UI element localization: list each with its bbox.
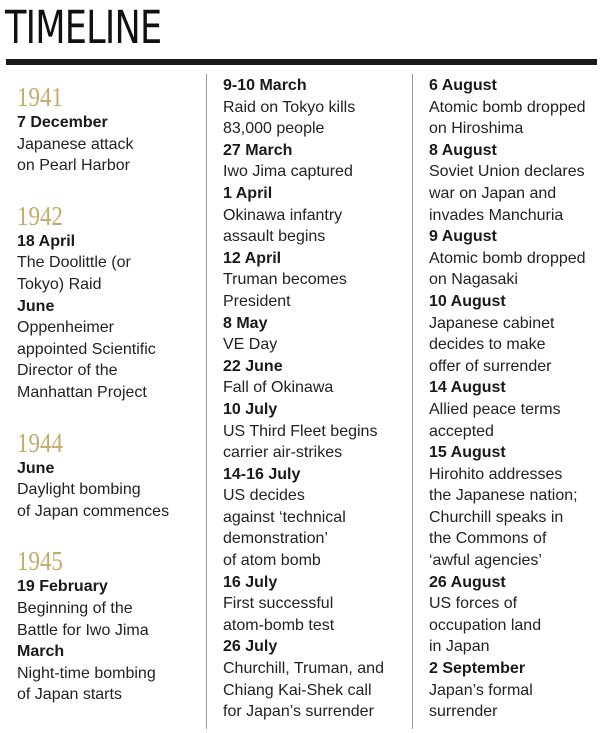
- timeline-entry: [223, 572, 410, 637]
- entry-description: Beginning of the Battle for Iwo Jima: [17, 599, 149, 639]
- timeline-entry: [429, 442, 602, 572]
- timeline-entry: [223, 75, 410, 140]
- entry-description: Truman becomes President: [223, 271, 347, 310]
- entry-description: Night-time bombing of Japan starts: [17, 664, 156, 704]
- entry-date: 22 June: [223, 357, 283, 375]
- entry-description: Atomic bomb dropped on Hiroshima: [429, 98, 586, 138]
- timeline-entry: [17, 641, 199, 706]
- entry-description: Churchill, Truman, and Chiang Kai-Shek call for Japan’s surrender: [223, 660, 384, 721]
- entry-date: 18 April: [17, 232, 76, 250]
- entry-date: 7 December: [17, 114, 108, 131]
- entry-description: The Doolittle (or Tokyo) Raid: [17, 254, 131, 293]
- entry-date: 26 August: [429, 573, 506, 591]
- entry-description: VE Day: [223, 336, 278, 354]
- timeline-entry: [17, 231, 199, 296]
- timeline-entry: [17, 458, 199, 523]
- year-group: [17, 428, 199, 523]
- timeline-entry: [223, 356, 410, 399]
- timeline-entry: [429, 226, 602, 291]
- entry-date: 9-10 March: [223, 77, 307, 94]
- timeline-entry: [223, 636, 410, 722]
- year-heading: 1942: [17, 200, 63, 231]
- timeline-entry: [223, 183, 410, 248]
- timeline-entry: [429, 75, 602, 140]
- timeline-entry: [429, 377, 602, 442]
- entry-description: US Third Fleet begins carrier air-strikes: [223, 422, 378, 462]
- timeline-entry: [429, 140, 602, 226]
- entry-date: 19 February: [17, 578, 108, 596]
- timeline-entry: [223, 313, 410, 356]
- timeline-entry: [429, 572, 602, 658]
- year-heading: 1945: [17, 546, 63, 577]
- year-group: [17, 82, 199, 177]
- timeline-entry: [17, 296, 199, 404]
- entry-date: March: [17, 643, 65, 661]
- entry-date: 10 July: [223, 400, 278, 418]
- entry-description: Atomic bomb dropped on Nagasaki: [429, 249, 586, 289]
- entry-date: 9 August: [429, 228, 497, 246]
- entry-date: 12 April: [223, 249, 282, 267]
- entry-description: Japanese attack on Pearl Harbor: [17, 135, 134, 175]
- entry-date: June: [17, 459, 55, 477]
- timeline-entry: [223, 464, 410, 572]
- entry-description: US forces of occupation land in Japan: [429, 595, 542, 656]
- timeline-column-3: [412, 74, 602, 729]
- title-rule: [6, 59, 597, 65]
- year-heading: 1944: [17, 427, 63, 458]
- entry-date: 6 August: [429, 77, 497, 94]
- entry-description: Okinawa infantry assault begins: [223, 206, 343, 246]
- timeline-entry: [223, 399, 410, 464]
- entry-description: Fall of Okinawa: [223, 379, 334, 397]
- entry-date: 27 March: [223, 141, 293, 159]
- timeline-column-2: [206, 74, 410, 729]
- timeline-column-1: [17, 74, 199, 729]
- entry-description: Soviet Union declares war on Japan and invades Manchuria: [429, 163, 585, 224]
- entry-description: Raid on Tokyo kills 83,000 people: [223, 98, 356, 138]
- entry-date: 8 May: [223, 314, 268, 332]
- entry-description: Oppenheimer appointed Scientific Director of the Manhattan Project: [17, 319, 156, 401]
- timeline-entry: [429, 658, 602, 723]
- page-title: TIMELINE: [5, 1, 162, 54]
- entry-description: Daylight bombing of Japan commences: [17, 481, 170, 520]
- entry-date: June: [17, 297, 55, 315]
- year-group: [17, 201, 199, 404]
- entry-date: 2 September: [429, 660, 526, 678]
- entry-date: 14 August: [429, 379, 506, 397]
- entry-date: 8 August: [429, 141, 497, 159]
- timeline-entry: [223, 140, 410, 183]
- entry-description: US decides against ‘technical demonstration’ of atom bomb: [223, 487, 346, 570]
- entry-description: Japanese cabinet decides to make offer of surrender: [429, 314, 555, 375]
- entry-date: 16 July: [223, 573, 278, 591]
- entry-date: 15 August: [429, 444, 506, 462]
- timeline-entry: [17, 112, 199, 177]
- timeline-entry: [429, 291, 602, 377]
- entry-description: Hirohito addresses the Japanese nation; Churchill speaks in the Commons of ‘awful agencies’: [429, 465, 578, 570]
- timeline-entry: [223, 248, 410, 313]
- entry-description: First successful atom-bomb test: [223, 595, 335, 634]
- entry-description: Allied peace terms accepted: [429, 400, 561, 440]
- entry-date: 1 April: [223, 184, 273, 202]
- entry-date: 10 August: [429, 292, 506, 310]
- entry-description: Japan’s formal surrender: [429, 681, 533, 721]
- year-heading: 1941: [17, 82, 63, 112]
- entry-date: 14-16 July: [223, 465, 301, 483]
- entry-date: 26 July: [223, 638, 278, 656]
- timeline-entry: [17, 576, 199, 641]
- entry-description: Iwo Jima captured: [223, 163, 353, 181]
- year-group: [17, 546, 199, 706]
